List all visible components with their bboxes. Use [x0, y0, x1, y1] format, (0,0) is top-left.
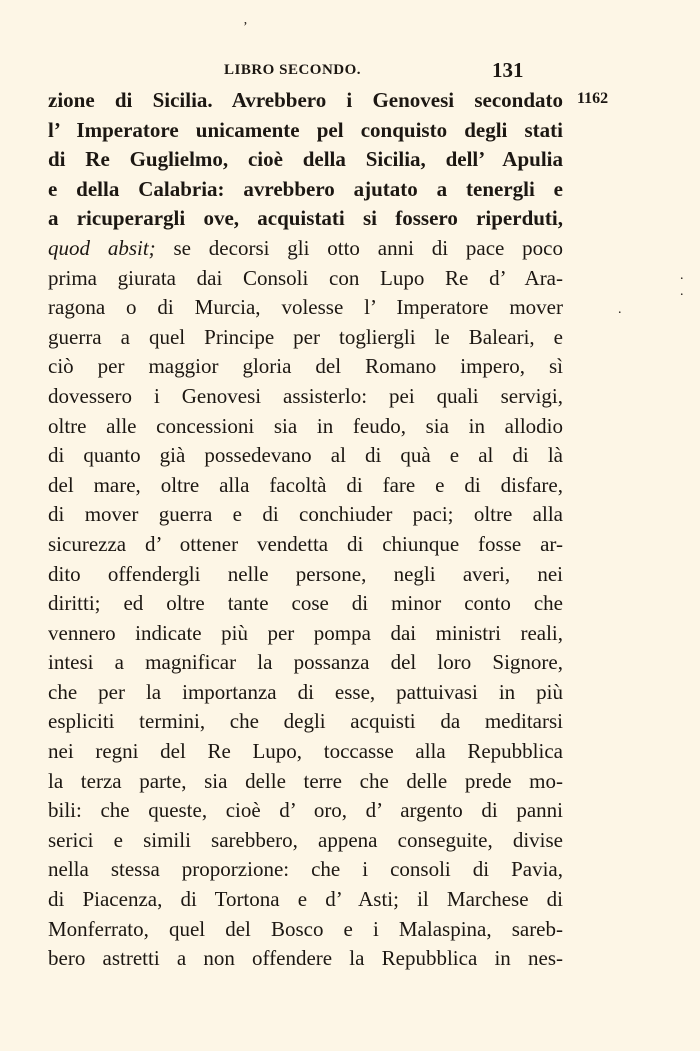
line-text: guerra a quel Principe per togliergli le Baleari, e: [48, 324, 563, 349]
line-text: dovessero i Genovesi assisterlo: pei quali servigi,: [48, 383, 563, 408]
line-text: e della Calabria: avrebbero ajutato a tenergli e: [48, 176, 563, 201]
line-text: nei regni del Re Lupo, toccasse alla Repubblica: [48, 739, 563, 764]
line-text: nella stessa proporzione: che i consoli di Pavia,: [48, 857, 563, 882]
line-text: di Piacenza, di Tortona e d’ Asti; il Marchese di: [48, 887, 563, 912]
line-text: sicurezza d’ ottener vendetta di chiunque fosse ar-: [48, 531, 563, 556]
line-text: diritti; ed oltre tante cose di minor conto che: [48, 591, 563, 616]
text-line: [48, 826, 563, 856]
line-text: prima giurata dai Consoli con Lupo Re d’ Ara-: [48, 265, 563, 290]
line-text: ragona o di Murcia, volesse l’ Imperatore mover: [48, 295, 563, 320]
text-line: [48, 234, 563, 264]
text-line: [48, 855, 563, 885]
line-text: di Re Guglielmo, cioè della Sicilia, dell’ Apulia: [48, 147, 563, 172]
running-title: LIBRO SECONDO.: [224, 62, 362, 78]
line-text: serici e simili sarebbero, appena conseguite, divise: [48, 827, 563, 852]
margin-year-note: 1162: [577, 90, 609, 107]
line-text: Monferrato, quel del Bosco e i Malaspina, sareb-: [48, 916, 563, 941]
text-line: [48, 767, 563, 797]
line-text: bero astretti a non offendere la Repubblica in nes-: [48, 946, 563, 971]
text-line: [48, 323, 563, 353]
line-text: vennero indicate più per pompa dai ministri reali,: [48, 620, 563, 645]
text-line: [48, 648, 563, 678]
text-line: [48, 204, 563, 234]
text-line: [48, 619, 563, 649]
line-text: che per la importanza di esse, pattuivasi in più: [48, 679, 563, 704]
line-text: di mover guerra e di conchiuder paci; oltre alla: [48, 502, 563, 527]
text-line: [48, 352, 563, 382]
text-line: [48, 589, 563, 619]
line-text: dito offendergli nelle persone, negli averi, nei: [48, 561, 563, 586]
text-line: [48, 86, 563, 116]
text-line: [48, 737, 563, 767]
line-text: l’ Imperatore unicamente pel conquisto degli stati: [48, 117, 563, 142]
text-line: [48, 678, 563, 708]
margin-mark: .: [680, 284, 684, 299]
text-line: [48, 293, 563, 323]
line-text: ciò per maggior gloria del Romano impero, sì: [48, 354, 563, 379]
line-text: la terza parte, sia delle terre che delle prede mo-: [48, 768, 563, 793]
text-line: [48, 145, 563, 175]
text-line: [48, 530, 563, 560]
text-line: [48, 707, 563, 737]
margin-mark: .: [680, 268, 684, 283]
text-line: [48, 885, 563, 915]
text-line: [48, 915, 563, 945]
text-line: [48, 944, 563, 974]
line-text: zione di Sicilia. Avrebbero i Genovesi secondato: [48, 88, 563, 112]
tick-mark: ’: [243, 20, 248, 35]
line-text: di quanto già possedevano al di quà e al di là: [48, 443, 563, 468]
line-text: oltre alle concessioni sia in feudo, sia in allodio: [48, 413, 563, 438]
margin-mark: .: [618, 302, 622, 317]
line-text: bili: che queste, cioè d’ oro, d’ argento di panni: [48, 798, 563, 823]
italic-phrase: quod absit;: [48, 235, 156, 260]
text-line: [48, 471, 563, 501]
line-text: a ricuperargli ove, acquistati si fossero riperduti,: [48, 206, 563, 231]
text-line: [48, 382, 563, 412]
body-text: [48, 86, 563, 974]
text-line: [48, 560, 563, 590]
page-header: [0, 58, 700, 86]
text-line: [48, 412, 563, 442]
line-text: del mare, oltre alla facoltà di fare e di disfare,: [48, 472, 563, 497]
text-line: [48, 175, 563, 205]
text-line: [48, 264, 563, 294]
text-line: [48, 796, 563, 826]
line-text: se decorsi gli otto anni di pace poco: [155, 235, 563, 260]
text-line: [48, 500, 563, 530]
page-number: 131: [492, 58, 524, 82]
line-text: intesi a magnificar la possanza del loro Signore,: [48, 650, 563, 675]
text-line: [48, 441, 563, 471]
text-line: [48, 116, 563, 146]
line-text: espliciti termini, che degli acquisti da meditarsi: [48, 709, 563, 734]
